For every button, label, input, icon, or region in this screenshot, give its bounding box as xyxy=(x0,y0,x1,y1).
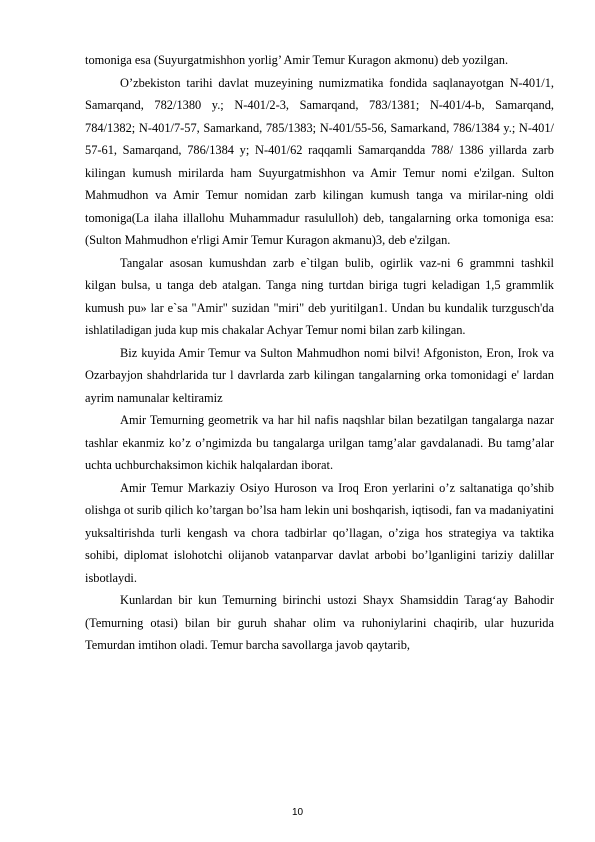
page-number: 10 xyxy=(291,807,304,818)
paragraph-teacher: Kunlardan bir kun Temurning birinchi ustozi Shayx Shamsiddin Tarag‘ay Bahodir (Temurning otasi) bilan bir guruh shahar olim va ruhoniylarini chaqirib, ular huzurida Temurdan imtihon oladi. Temur barcha savollarga javob qaytarib, xyxy=(85,593,554,652)
paragraph-continuation: tomoniga esa (Suyurgatmishhon yorlig’ Amir Temur Kuragon akmonu) deb yozilgan. xyxy=(85,53,509,67)
paragraph-tanga-weight: Tangalar asosan kumushdan zarb e`tilgan bulib, ogirlik vaz-ni 6 grammni tashkil kilgan bulsa, u tanga deb atalgan. Tanga ning turtdan biriga tugri keladigan 1,5 grammlik kumush pu» lar e`sa "Amir" suzidan "miri" deb yuritilgan1. Undan bu kundalik turzgusch'da ishlatiladigan juda kup mis chakalar Achyar Temur nomi bilan zarb kilingan. xyxy=(85,255,554,337)
document-body xyxy=(85,49,554,657)
paragraph-museum-coins: O’zbekiston tarihi davlat muzeyining numizmatika fondida saqlanayotgan N-401/1, Samarqand, 782/1380 y.; N-401/2-3, Samarqand, 783/1381; N-401/4-b, Samarqand, 784/1382; N-401/7-57, Samarkand, 785/1383; N-401/55-56, Samarkand, 786/1384 y.; N-401/ 57-61, Samarqand, 786/1384 y; N-401/62 raqqamli Samarqandda 788/ 1386 yillarda zarb kilingan kumush mirilarda ham Suyurgatmishhon va Amir Temur nomi e'zilgan. Sulton Mahmudhon va Amir Temur nomidan zarb kilingan kumush tanga va mirilar-ning oldi tomoniga(La ilaha illallohu Muhammadur rasululloh) deb, tangalarning orka tomoniga esa: (Sulton Mahmudhon e'rligi Amir Temur Kuragon akmanu)3, deb e'zilgan. xyxy=(85,75,554,247)
paragraph-regions: Biz kuyida Amir Temur va Sulton Mahmudhon nomi bilvi! Afgoniston, Eron, Irok va Ozarbayjon shahdrlarida tur l davrlarda zarb kilingan tangalarning orka tomonidagi e' lardan ayrim namunalar keltiramiz xyxy=(85,345,554,405)
paragraph-statesman: Amir Temur Markaziy Osiyo Huroson va Iroq Eron yerlarini o’z saltanatiga qo’shib olishga ot surib qilich ko’targan bo’lsa ham lekin uni boshqarish, iqtisodi, fan va madaniyatini yuksaltirishda turli kengash va chora tadbirlar qo’llagan, o’ziga hos strategiya va taktika sohibi, diplomat islohotchi olijanob vatanparvar davlat arbobi bo’lganligini tariziy dalillar isbotlaydi. xyxy=(85,480,554,585)
paragraph-geometric-patterns: Amir Temurning geometrik va har hil nafis naqshlar bilan bezatilgan tangalarga nazar tashlar ekanmiz ko’z o’ngimizda bu tangalarga urilgan tamg’alar gavdalanadi. Bu tamg’alar uchta uchburchaksimon kichik halqalardan iborat. xyxy=(85,413,554,472)
